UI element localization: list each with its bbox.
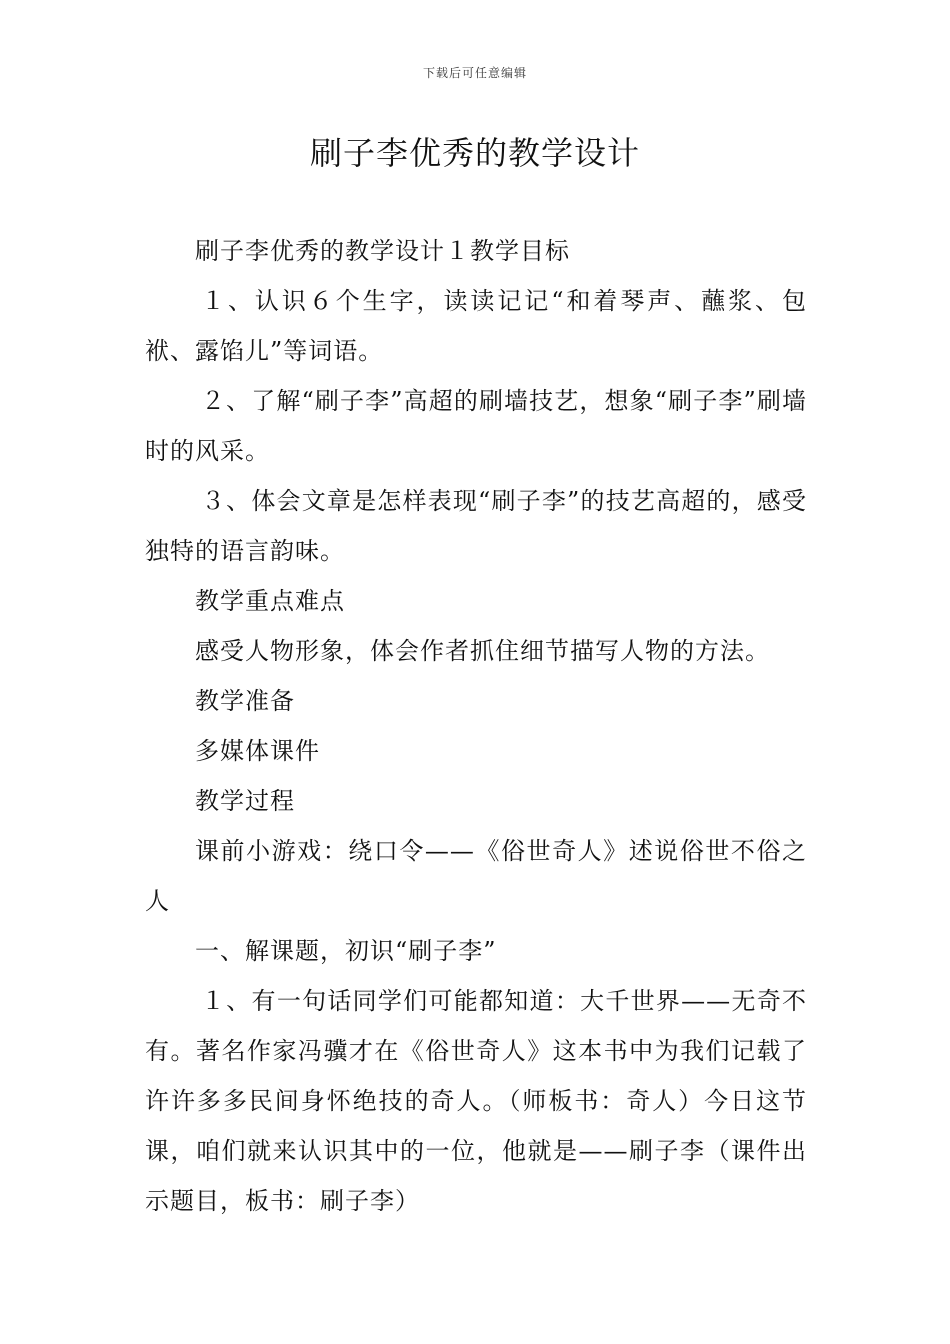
paragraph-objective-1: １、认识６个生字，读读记记“和着琴声、蘸浆、包袱、露馅儿”等词语。	[145, 287, 807, 365]
paragraph-objective-3: ３、体会文章是怎样表现“刷子李”的技艺高超的，感受独特的语言韵味。	[145, 487, 807, 565]
paragraph-key-points-heading: 教学重点难点	[195, 587, 345, 615]
paragraph-section-1-step-1: １、有一句话同学们可能都知道：大千世界——无奇不有。著名作家冯骥才在《俗世奇人》这本书中为我们记载了许许多多民间身怀绝技的奇人。（师板书：奇人）今日这节课，咱们就来认识其中的一位，他就是——刷子李（课件出示题目，板书：刷子李）	[145, 987, 807, 1215]
document-body	[145, 226, 807, 1226]
paragraph-preparation-heading: 教学准备	[195, 687, 295, 715]
document-title: 刷子李优秀的教学设计	[309, 134, 640, 172]
paragraph-preparation: 多媒体课件	[195, 737, 320, 765]
paragraph-process-heading: 教学过程	[195, 787, 295, 815]
paragraph-objectives-heading: 刷子李优秀的教学设计１教学目标	[195, 237, 570, 265]
paragraph-warmup-game: 课前小游戏：绕口令——《俗世奇人》述说俗世不俗之人	[145, 837, 807, 915]
paragraph-objective-2: ２、了解“刷子李”高超的刷墙技艺，想象“刷子李”刷墙时的风采。	[145, 387, 807, 465]
paragraph-key-points: 感受人物形象，体会作者抓住细节描写人物的方法。	[195, 637, 770, 665]
paragraph-section-1-heading: 一、解课题，初识“刷子李”	[195, 937, 497, 965]
header-note: 下载后可任意编辑	[422, 66, 527, 80]
